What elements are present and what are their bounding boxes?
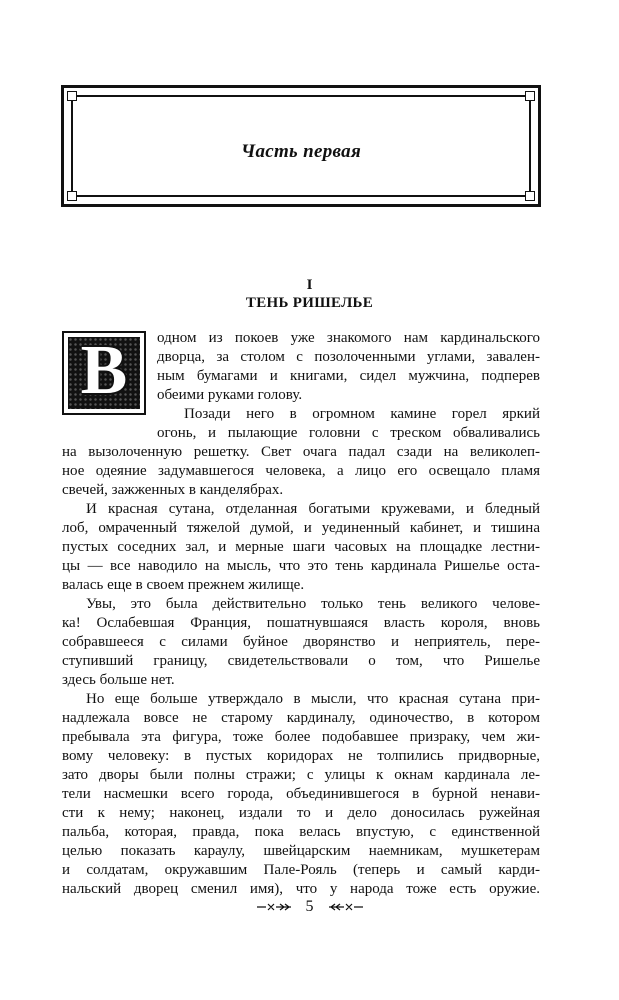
- text-line: вому человеку: в пустых коридорах не толпились придворные,: [62, 748, 540, 764]
- part-title-inner-frame: [71, 95, 531, 197]
- chapter-title: ТЕНЬ РИШЕЛЬЕ: [245, 295, 374, 311]
- text-line: Но еще больше утверждало в мысли, что красная сутана при-: [86, 691, 540, 707]
- text-line: пальба, которая, правда, пока велась впустую, с единственной: [62, 824, 540, 840]
- text-line: ступивший границу, свидетельствовали о том, что Ришелье: [62, 653, 540, 669]
- text-line: Позади него в огромном камине горел яркий: [184, 406, 540, 422]
- left-ornament-icon: [256, 902, 292, 912]
- text-line: нальский дворец сменил имя), что у народа тоже есть оружие.: [62, 881, 540, 897]
- part-title-frame: [61, 85, 541, 207]
- text-line: тели насмешки всего города, объединившегося в бурной ненави-: [62, 786, 540, 802]
- text-line: Увы, это была действительно только тень великого челове-: [86, 596, 540, 612]
- frame-corner-ornament: [525, 191, 535, 201]
- text-line: ным бумагами и книгами, сидел мужчина, подперев: [157, 368, 540, 384]
- text-line: свечей, зажженных в канделябрах.: [62, 482, 284, 498]
- chapter-number: I: [306, 277, 313, 293]
- text-line: обеими руками голову.: [157, 387, 303, 403]
- text-line: сти к нему; наконец, издали то и дело доносилась ружейная: [62, 805, 540, 821]
- text-line: цы — все наводило на мысль, что это тень кардинала Ришелье оста-: [62, 558, 540, 574]
- text-line: И красная сутана, отделанная богатыми кружевами, и бледный: [86, 501, 540, 517]
- text-line: ное одеяние задумавшегося человека, а лицо его освещало пламя: [62, 463, 540, 479]
- frame-corner-ornament: [525, 91, 535, 101]
- text-line: зато дворы были полны стражи; с улицы к окнам кардинала ле-: [62, 767, 540, 783]
- text-line: пребывала эта фигура, тоже более подобавшее призраку, чем жи-: [62, 729, 540, 745]
- text-line: огонь, и пылающие головни с треском обваливались: [157, 425, 540, 441]
- right-ornament-icon: [328, 902, 364, 912]
- frame-corner-ornament: [67, 191, 77, 201]
- text-line: здесь больше нет.: [62, 672, 175, 688]
- drop-cap: [62, 331, 146, 415]
- text-line: надлежала вовсе не старому кардиналу, одиночество, в котором: [62, 710, 540, 726]
- text-line: на вызолоченную решетку. Свет очага падал сзади на великолеп-: [62, 444, 540, 460]
- text-line: одном из покоев уже знакомого нам кардинальского: [157, 330, 540, 346]
- page-number: 5: [305, 898, 314, 916]
- text-line: собравшееся с силами буйное дворянство и неприятель, пере-: [62, 634, 540, 650]
- drop-cap-letter: В: [80, 332, 128, 409]
- part-title: Часть первая: [240, 141, 362, 162]
- text-line: пустых соседних зал, и мерные шаги часовых на площадке лестни-: [62, 539, 540, 555]
- text-line: ка! Ослабевшая Франция, пошатнувшаяся власть короля, вновь: [62, 615, 540, 631]
- text-line: валась еще в своем прежнем жилище.: [62, 577, 305, 593]
- frame-corner-ornament: [67, 91, 77, 101]
- page-footer: [0, 898, 619, 916]
- text-line: дворца, за столом с позолоченными углами, завален-: [157, 349, 540, 365]
- text-line: и солдатам, окружавшим Пале-Рояль (теперь и самый карди-: [62, 862, 540, 878]
- text-line: лоб, омраченный тяжелой думой, и уединенный кабинет, и тишина: [62, 520, 540, 536]
- text-line: целью показать караулу, швейцарским наемникам, мушкетерам: [62, 843, 540, 859]
